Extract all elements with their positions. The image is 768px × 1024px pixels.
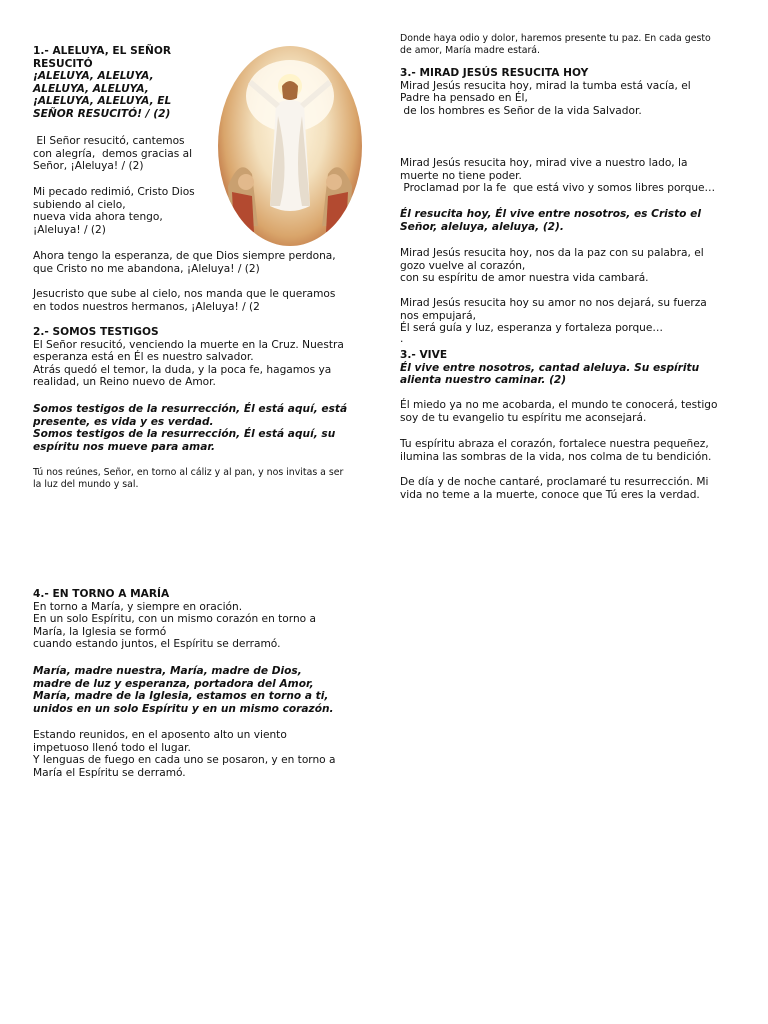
song-3b-verse-2: [400, 438, 711, 463]
song-3b: [400, 349, 699, 387]
song-1-header: [33, 45, 171, 121]
song-2-title: 2.- SOMOS TESTIGOS: [33, 326, 159, 338]
song-3-title: 3.- MIRAD JESÚS RESUCITA HOY: [400, 67, 589, 79]
maria-intro: [400, 33, 711, 57]
verse-line: impetuoso llenó todo el lugar.: [33, 741, 191, 754]
verse-line: Proclamad por la fe que está vivo y somos libres porque…: [400, 182, 716, 195]
song-1-title: 1.- ALELUYA, EL SEÑOR: [33, 45, 171, 57]
song-4-title: 4.- EN TORNO A MARÍA: [33, 588, 170, 600]
verse-line: María el Espíritu se derramó.: [33, 766, 186, 779]
verse-line: Estando reunidos, en el aposento alto un viento: [33, 729, 287, 741]
verse-line: realidad, un Reino nuevo de Amor.: [33, 376, 216, 389]
verse-line: De día y de noche cantaré, proclamaré tu resurrección. Mi: [400, 476, 709, 488]
song-4: [33, 588, 316, 651]
chorus-line: unidos en un solo Espíritu y en un mismo corazón.: [33, 702, 334, 715]
resurrection-image: [218, 46, 362, 246]
verse-line: ¡Aleluya! / (2): [33, 223, 106, 236]
verse-line: En un solo Espíritu, con un mismo corazón en torno a: [33, 613, 317, 626]
song-1-chorus-line: ALELUYA, ALELUYA,: [33, 82, 149, 95]
song-2-chorus: [33, 403, 347, 453]
verse-line: con alegría, demos gracias al: [33, 147, 193, 160]
chorus-line: presente, es vida y es verdad.: [33, 415, 214, 428]
verse-line: Tu espíritu abraza el corazón, fortalece nuestra pequeñez,: [400, 438, 709, 450]
verse-line: Señor, ¡Aleluya! / (2): [33, 160, 144, 173]
song-2: [33, 326, 344, 389]
verse-line: cuando estando juntos, el Espíritu se derramó.: [33, 638, 281, 651]
chorus-line: Él vive entre nosotros, cantad aleluya. Su espíritu: [400, 361, 700, 374]
verse-line: Atrás quedó el temor, la duda, y la poca fe, hagamos ya: [33, 363, 332, 376]
song-1-verse-1: [33, 135, 192, 173]
song-3-verse-4: [400, 297, 707, 343]
song-1-chorus-line: SEÑOR RESUCITÓ! / (2): [33, 107, 171, 120]
song-1-verse-3: [33, 250, 336, 275]
verse-line: El Señor resucitó, venciendo la muerte en la Cruz. Nuestra: [33, 338, 344, 351]
chorus-line: espíritu nos mueve para amar.: [33, 440, 216, 453]
verse-line: en todos nuestros hermanos, ¡Aleluya! / (2: [33, 300, 260, 313]
verse-line: Mirad Jesús resucita hoy su amor no nos dejará, su fuerza: [400, 297, 707, 309]
chorus-line: Somos testigos de la resurrección, Él está aquí, su: [33, 428, 336, 441]
song-2-verse-2: [33, 467, 343, 491]
chorus-line: Él resucita hoy, Él vive entre nosotros, es Cristo el: [400, 208, 701, 220]
song-3-chorus: [400, 208, 701, 233]
verse-line: Mirad Jesús resucita hoy, mirad la tumba está vacía, el: [400, 79, 691, 92]
verse-line: Ahora tengo la esperanza, de que Dios siempre perdona,: [33, 250, 336, 262]
song-3b-verse-3: [400, 476, 708, 501]
song-3-verse-2: [400, 157, 715, 195]
verse-line: Tú nos reúnes, Señor, en torno al cáliz y al pan, y nos invitas a ser: [33, 467, 344, 478]
verse-line: que Cristo no me abandona, ¡Aleluya! / (2): [33, 262, 260, 275]
verse-line: con su espíritu de amor nuestra vida cambará.: [400, 272, 649, 285]
song-1-chorus-line: ¡ALELUYA, ALELUYA,: [33, 70, 154, 83]
verse-line: esperanza está en Él es nuestro salvador.: [33, 351, 254, 364]
verse-line: El Señor resucitó, cantemos: [33, 135, 185, 147]
verse-line: subiendo al cielo,: [33, 198, 126, 211]
verse-line: María, la Iglesia se formó: [33, 625, 167, 638]
chorus-line: madre de luz y esperanza, portadora del Amor,: [33, 677, 314, 690]
verse-line: ilumina las sombras de la vida, nos colma de tu bendición.: [400, 450, 712, 463]
verse-line: nueva vida ahora tengo,: [33, 211, 163, 224]
verse-line: nos empujará,: [400, 309, 477, 322]
risen-christ-picture: [218, 46, 362, 246]
chorus-line: María, madre de la Iglesia, estamos en torno a ti,: [33, 690, 329, 703]
verse-line: Jesucristo que sube al cielo, nos manda que le queramos: [33, 288, 336, 300]
verse-line: Mirad Jesús resucita hoy, nos da la paz con su palabra, el: [400, 247, 704, 259]
verse-line: Mi pecado redimió, Cristo Dios: [33, 186, 195, 198]
verse-line: Él miedo ya no me acobarda, el mundo te conocerá, testigo: [400, 399, 718, 411]
chorus-line: Somos testigos de la resurrección, Él está aquí, está: [33, 403, 348, 415]
verse-line: Mirad Jesús resucita hoy, mirad vive a nuestro lado, la: [400, 157, 688, 169]
verse-line: gozo vuelve al corazón,: [400, 259, 526, 272]
song-4-chorus: [33, 665, 334, 715]
song-3b-verse-1: [400, 399, 718, 424]
song-3: [400, 67, 691, 117]
song-4-verse-2: [33, 729, 336, 779]
verse-line: de los hombres es Señor de la vida Salvador.: [400, 104, 642, 117]
verse-line: .: [400, 332, 404, 345]
verse-line: Él será guía y luz, esperanza y fortaleza porque…: [400, 322, 664, 335]
verse-line: soy de tu evangelio tu espíritu me aconsejará.: [400, 411, 647, 424]
verse-line: de amor, María madre estará.: [400, 45, 541, 56]
verse-line: vida no teme a la muerte, conoce que Tú eres la verdad.: [400, 488, 700, 501]
verse-line: Y lenguas de fuego en cada uno se posaron, y en torno a: [33, 754, 336, 767]
verse-line: Padre ha pensado en Él,: [400, 92, 528, 105]
verse-line: En torno a María, y siempre en oración.: [33, 600, 243, 613]
song-1-chorus-line: ¡ALELUYA, ALELUYA, EL: [33, 95, 172, 108]
verse-line: muerte no tiene poder.: [400, 169, 522, 182]
song-1-title-cont: RESUCITÓ: [33, 57, 93, 70]
chorus-line: María, madre nuestra, María, madre de Dios,: [33, 665, 302, 677]
chorus-line: alienta nuestro caminar. (2): [400, 374, 567, 387]
song-3-verse-3: [400, 247, 704, 285]
chorus-line: Señor, aleluya, aleluya, (2).: [400, 220, 564, 233]
song-1-verse-4: [33, 288, 335, 313]
verse-line: Donde haya odio y dolor, haremos presente tu paz. En cada gesto: [400, 33, 711, 44]
song-3b-title: 3.- VIVE: [400, 349, 448, 361]
verse-line: la luz del mundo y sal.: [33, 479, 139, 490]
song-1-verse-2: [33, 186, 195, 236]
